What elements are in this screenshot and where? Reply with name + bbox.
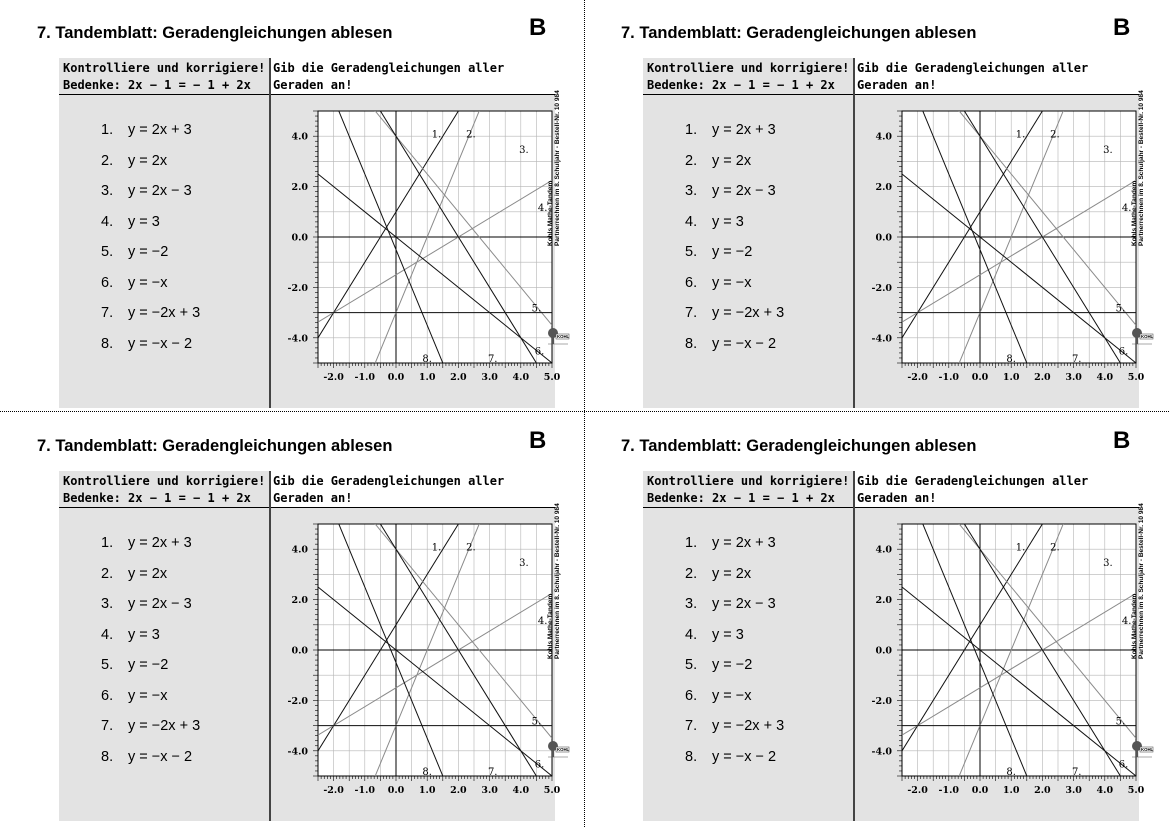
answer-equation: y = 2x + 3: [128, 122, 192, 139]
task-line-1: Gib die Geradengleichungen aller: [273, 474, 505, 488]
answer-equation: y = 3: [128, 626, 160, 643]
answer-equation: y = 2x − 3: [712, 596, 776, 613]
x-tick-label: 1.0: [418, 372, 436, 383]
answer-number: 5.: [101, 244, 114, 261]
series-label: 7.: [487, 353, 498, 365]
instruction-header: [643, 471, 853, 507]
imprint-line-2: Partnerrechnen im 8. Schuljahr - Bestell-Nr. 10 984: [1138, 90, 1145, 246]
answer-item: [685, 620, 784, 651]
answer-item: [685, 681, 784, 712]
answer-panel: [643, 95, 853, 408]
y-tick-label: 4.0: [875, 131, 892, 143]
y-tick-label: 4.0: [875, 544, 892, 556]
series-label: 8.: [422, 766, 432, 778]
y-tick-label: 2.0: [875, 595, 892, 607]
x-tick-label: -1.0: [938, 372, 960, 383]
series-label: 7.: [487, 766, 498, 778]
answer-number: 1.: [101, 122, 114, 139]
answer-item: [101, 681, 200, 712]
series-label: 2.: [466, 542, 476, 554]
answer-equation: y = 2x: [128, 152, 168, 169]
x-tick-label: 0.0: [971, 372, 989, 383]
x-tick-label: 3.0: [481, 785, 498, 796]
answer-item: [685, 176, 784, 207]
answer-equation: y = −x: [712, 687, 752, 704]
series-label: 6.: [534, 346, 545, 358]
answer-item: [685, 711, 784, 742]
header-rule: [643, 507, 1139, 508]
series-label: 2.: [1050, 129, 1060, 141]
imprint-line-1: Kohls Mathe-Tandem: [547, 180, 554, 246]
task-header: [269, 471, 555, 507]
publisher-logo: [1131, 737, 1153, 761]
imprint-line-2: Partnerrechnen im 8. Schuljahr - Bestell-Nr. 10 984: [554, 503, 561, 659]
answer-equation: y = −x: [128, 274, 168, 291]
answer-number: 6.: [685, 687, 698, 704]
answer-list: [101, 528, 200, 772]
sheet-letter: B: [529, 14, 547, 41]
answer-item: [685, 742, 784, 773]
task-header: [853, 471, 1139, 507]
answer-number: 5.: [685, 244, 698, 261]
task-line-1: Gib die Geradengleichungen aller: [857, 474, 1089, 488]
sheet-letter: B: [1113, 14, 1131, 41]
y-tick-label: -4.0: [871, 746, 892, 758]
answer-equation: y = −x: [128, 687, 168, 704]
answer-number: 6.: [101, 687, 114, 704]
answer-number: 6.: [685, 274, 698, 291]
answer-panel: [59, 95, 269, 408]
answer-item: [685, 207, 784, 238]
answer-equation: y = −2x + 3: [128, 305, 201, 322]
answer-item: [101, 620, 200, 651]
answer-item: [685, 115, 784, 146]
answer-equation: y = 3: [128, 213, 160, 230]
answer-equation: y = 2x: [128, 565, 168, 582]
y-tick-label: -2.0: [287, 282, 308, 294]
answer-item: [101, 589, 200, 620]
answer-item: [101, 559, 200, 590]
answer-number: 3.: [101, 183, 114, 200]
instruction-line-2: Bedenke: 2x − 1 = − 1 + 2x: [647, 491, 835, 505]
publisher-logo: [547, 737, 569, 761]
answer-item: [101, 650, 200, 681]
x-tick-label: -1.0: [354, 372, 376, 383]
x-tick-label: 4.0: [1096, 372, 1114, 383]
answer-item: [685, 146, 784, 177]
series-label: 1.: [431, 129, 442, 141]
answer-equation: y = −x − 2: [712, 748, 777, 765]
task-line-1: Gib die Geradengleichungen aller: [857, 61, 1089, 75]
task-line-1: Gib die Geradengleichungen aller: [273, 61, 505, 75]
answer-number: 8.: [685, 335, 698, 352]
answer-number: 8.: [101, 748, 114, 765]
answer-item: [685, 559, 784, 590]
y-tick-label: -4.0: [871, 333, 892, 345]
series-label: 8.: [1006, 353, 1016, 365]
y-tick-label: 0.0: [875, 232, 892, 244]
answer-item: [101, 207, 200, 238]
answer-item: [101, 711, 200, 742]
answer-equation: y = −x − 2: [128, 748, 193, 765]
answer-equation: y = 3: [712, 213, 744, 230]
imprint-line-1: Kohls Mathe-Tandem: [1131, 180, 1138, 246]
instruction-header: [59, 471, 269, 507]
sheet-title: 7. Tandemblatt: Geradengleichungen ablesen: [37, 24, 393, 42]
series-label: 6.: [534, 759, 545, 771]
answer-number: 3.: [685, 596, 698, 613]
x-tick-label: 3.0: [1065, 785, 1082, 796]
y-tick-label: 2.0: [875, 182, 892, 194]
answer-item: [685, 268, 784, 299]
publisher-logo: [1131, 324, 1153, 348]
answer-equation: y = 2x + 3: [712, 122, 776, 139]
sheet-letter: B: [529, 427, 547, 454]
answer-equation: y = 2x: [712, 152, 752, 169]
series-label: 3.: [519, 557, 529, 569]
series-label: 4.: [537, 202, 548, 214]
answer-number: 3.: [685, 183, 698, 200]
y-tick-label: 0.0: [875, 645, 892, 657]
series-label: 1.: [431, 542, 442, 554]
answer-number: 7.: [685, 718, 698, 735]
x-tick-label: 2.0: [450, 372, 467, 383]
series-label: 8.: [1006, 766, 1016, 778]
answer-equation: y = −x: [712, 274, 752, 291]
x-tick-label: 5.0: [1127, 785, 1145, 796]
x-tick-label: -1.0: [354, 785, 376, 796]
sheet-letter: B: [1113, 427, 1131, 454]
answer-equation: y = −2: [712, 244, 753, 261]
answer-number: 5.: [685, 657, 698, 674]
x-tick-label: 5.0: [543, 372, 561, 383]
horizontal-cut-line: [0, 411, 1169, 412]
answer-panel: [643, 508, 853, 821]
instruction-line-1: Kontrolliere und korrigiere!: [647, 474, 850, 488]
task-header: [269, 58, 555, 94]
column-divider: [853, 471, 855, 821]
answer-equation: y = −2: [712, 657, 753, 674]
y-tick-label: 2.0: [291, 595, 308, 607]
answer-item: [685, 237, 784, 268]
series-label: 6.: [1118, 346, 1129, 358]
x-tick-label: -2.0: [323, 372, 344, 383]
x-tick-label: 2.0: [450, 785, 467, 796]
y-tick-label: 4.0: [291, 131, 308, 143]
x-tick-label: -1.0: [938, 785, 960, 796]
answer-equation: y = 2x + 3: [128, 535, 192, 552]
answer-number: 8.: [101, 335, 114, 352]
answer-number: 6.: [101, 274, 114, 291]
answer-number: 4.: [685, 626, 698, 643]
answer-equation: y = −2x + 3: [712, 718, 785, 735]
publisher-imprint: [547, 0, 561, 246]
instruction-line-2: Bedenke: 2x − 1 = − 1 + 2x: [63, 78, 251, 92]
instruction-line-1: Kontrolliere und korrigiere!: [647, 61, 850, 75]
answer-list: [685, 115, 784, 359]
series-label: 5.: [531, 303, 542, 315]
header-rule: [59, 507, 555, 508]
answer-equation: y = 3: [712, 626, 744, 643]
series-label: 1.: [1015, 129, 1026, 141]
imprint-line-2: Partnerrechnen im 8. Schuljahr - Bestell-Nr. 10 984: [1138, 503, 1145, 659]
vertical-cut-line: [584, 0, 585, 827]
sheet-title: 7. Tandemblatt: Geradengleichungen ablesen: [37, 437, 393, 455]
series-label: 2.: [466, 129, 476, 141]
series-label: 6.: [1118, 759, 1129, 771]
instruction-line-1: Kontrolliere und korrigiere!: [63, 474, 266, 488]
answer-number: 2.: [101, 565, 114, 582]
x-tick-label: 1.0: [1002, 372, 1020, 383]
y-tick-label: -2.0: [871, 695, 892, 707]
imprint-line-1: Kohls Mathe-Tandem: [1131, 593, 1138, 659]
series-label: 3.: [519, 144, 529, 156]
instruction-line-1: Kontrolliere und korrigiere!: [63, 61, 266, 75]
y-tick-label: -2.0: [871, 282, 892, 294]
publisher-imprint: [547, 399, 561, 659]
answer-item: [685, 528, 784, 559]
series-label: 7.: [1071, 353, 1082, 365]
column-divider: [269, 471, 271, 821]
series-label: 3.: [1103, 144, 1113, 156]
series-label: 4.: [1121, 615, 1132, 627]
logo-text: KOHL: [1141, 747, 1154, 752]
x-tick-label: 0.0: [971, 785, 989, 796]
answer-number: 2.: [685, 565, 698, 582]
x-tick-label: 5.0: [1127, 372, 1145, 383]
logo-text: KOHL: [557, 334, 570, 339]
answer-item: [101, 237, 200, 268]
answer-number: 1.: [685, 535, 698, 552]
answer-equation: y = −2: [128, 657, 169, 674]
answer-item: [101, 176, 200, 207]
x-tick-label: 2.0: [1034, 372, 1051, 383]
x-tick-label: 2.0: [1034, 785, 1051, 796]
worksheet-card-top-left: [37, 16, 569, 408]
x-tick-label: 4.0: [512, 785, 530, 796]
x-tick-label: 3.0: [481, 372, 498, 383]
sheet-title: 7. Tandemblatt: Geradengleichungen ablesen: [621, 24, 977, 42]
task-line-2: Geraden an!: [857, 78, 937, 92]
series-label: 5.: [1115, 303, 1126, 315]
x-tick-label: 1.0: [418, 785, 436, 796]
answer-item: [101, 528, 200, 559]
series-label: 4.: [537, 615, 548, 627]
answer-equation: y = 2x: [712, 565, 752, 582]
column-divider: [269, 58, 271, 408]
answer-equation: y = 2x − 3: [712, 183, 776, 200]
answer-item: [685, 589, 784, 620]
answer-number: 3.: [101, 596, 114, 613]
answer-list: [101, 115, 200, 359]
answer-number: 8.: [685, 748, 698, 765]
answer-number: 7.: [101, 305, 114, 322]
instruction-line-2: Bedenke: 2x − 1 = − 1 + 2x: [63, 491, 251, 505]
answer-number: 4.: [685, 213, 698, 230]
column-divider: [853, 58, 855, 408]
series-label: 8.: [422, 353, 432, 365]
publisher-logo: [547, 324, 569, 348]
answer-panel: [59, 508, 269, 821]
answer-equation: y = 2x − 3: [128, 183, 192, 200]
series-label: 2.: [1050, 542, 1060, 554]
publisher-imprint: [1131, 0, 1145, 246]
y-tick-label: -4.0: [287, 746, 308, 758]
answer-number: 5.: [101, 657, 114, 674]
answer-item: [101, 146, 200, 177]
x-tick-label: -2.0: [907, 372, 928, 383]
imprint-line-1: Kohls Mathe-Tandem: [547, 593, 554, 659]
x-tick-label: 4.0: [1096, 785, 1114, 796]
logo-text: KOHL: [1141, 334, 1154, 339]
x-tick-label: 0.0: [387, 785, 405, 796]
task-line-2: Geraden an!: [857, 491, 937, 505]
answer-equation: y = −2x + 3: [712, 305, 785, 322]
answer-item: [101, 115, 200, 146]
answer-item: [685, 329, 784, 360]
header-rule: [59, 94, 555, 95]
logo-text: KOHL: [557, 747, 570, 752]
answer-item: [685, 650, 784, 681]
worksheet-card-bottom-left: [37, 429, 569, 821]
y-tick-label: 0.0: [291, 645, 308, 657]
series-label: 7.: [1071, 766, 1082, 778]
task-line-2: Geraden an!: [273, 78, 353, 92]
answer-number: 7.: [685, 305, 698, 322]
y-tick-label: 2.0: [291, 182, 308, 194]
y-tick-label: -4.0: [287, 333, 308, 345]
answer-number: 2.: [101, 152, 114, 169]
answer-number: 1.: [685, 122, 698, 139]
series-label: 4.: [1121, 202, 1132, 214]
series-label: 1.: [1015, 542, 1026, 554]
x-tick-label: -2.0: [323, 785, 344, 796]
sheet-title: 7. Tandemblatt: Geradengleichungen ablesen: [621, 437, 977, 455]
answer-number: 2.: [685, 152, 698, 169]
answer-equation: y = −2: [128, 244, 169, 261]
imprint-line-2: Partnerrechnen im 8. Schuljahr - Bestell-Nr. 10 984: [554, 90, 561, 246]
instruction-header: [643, 58, 853, 94]
answer-equation: y = 2x − 3: [128, 596, 192, 613]
answer-number: 1.: [101, 535, 114, 552]
x-tick-label: 1.0: [1002, 785, 1020, 796]
task-line-2: Geraden an!: [273, 491, 353, 505]
answer-number: 7.: [101, 718, 114, 735]
answer-item: [101, 298, 200, 329]
answer-list: [685, 528, 784, 772]
answer-item: [101, 268, 200, 299]
publisher-imprint: [1131, 399, 1145, 659]
x-tick-label: -2.0: [907, 785, 928, 796]
x-tick-label: 3.0: [1065, 372, 1082, 383]
answer-item: [101, 742, 200, 773]
answer-item: [685, 298, 784, 329]
instruction-header: [59, 58, 269, 94]
x-tick-label: 5.0: [543, 785, 561, 796]
series-label: 5.: [531, 716, 542, 728]
x-tick-label: 0.0: [387, 372, 405, 383]
instruction-line-2: Bedenke: 2x − 1 = − 1 + 2x: [647, 78, 835, 92]
header-rule: [643, 94, 1139, 95]
answer-number: 4.: [101, 626, 114, 643]
series-label: 3.: [1103, 557, 1113, 569]
answer-equation: y = −x − 2: [128, 335, 193, 352]
answer-number: 4.: [101, 213, 114, 230]
worksheet-card-top-right: [621, 16, 1153, 408]
y-tick-label: 0.0: [291, 232, 308, 244]
answer-equation: y = 2x + 3: [712, 535, 776, 552]
series-label: 5.: [1115, 716, 1126, 728]
task-header: [853, 58, 1139, 94]
answer-equation: y = −x − 2: [712, 335, 777, 352]
worksheet-card-bottom-right: [621, 429, 1153, 821]
answer-item: [101, 329, 200, 360]
y-tick-label: -2.0: [287, 695, 308, 707]
answer-equation: y = −2x + 3: [128, 718, 201, 735]
x-tick-label: 4.0: [512, 372, 530, 383]
y-tick-label: 4.0: [291, 544, 308, 556]
